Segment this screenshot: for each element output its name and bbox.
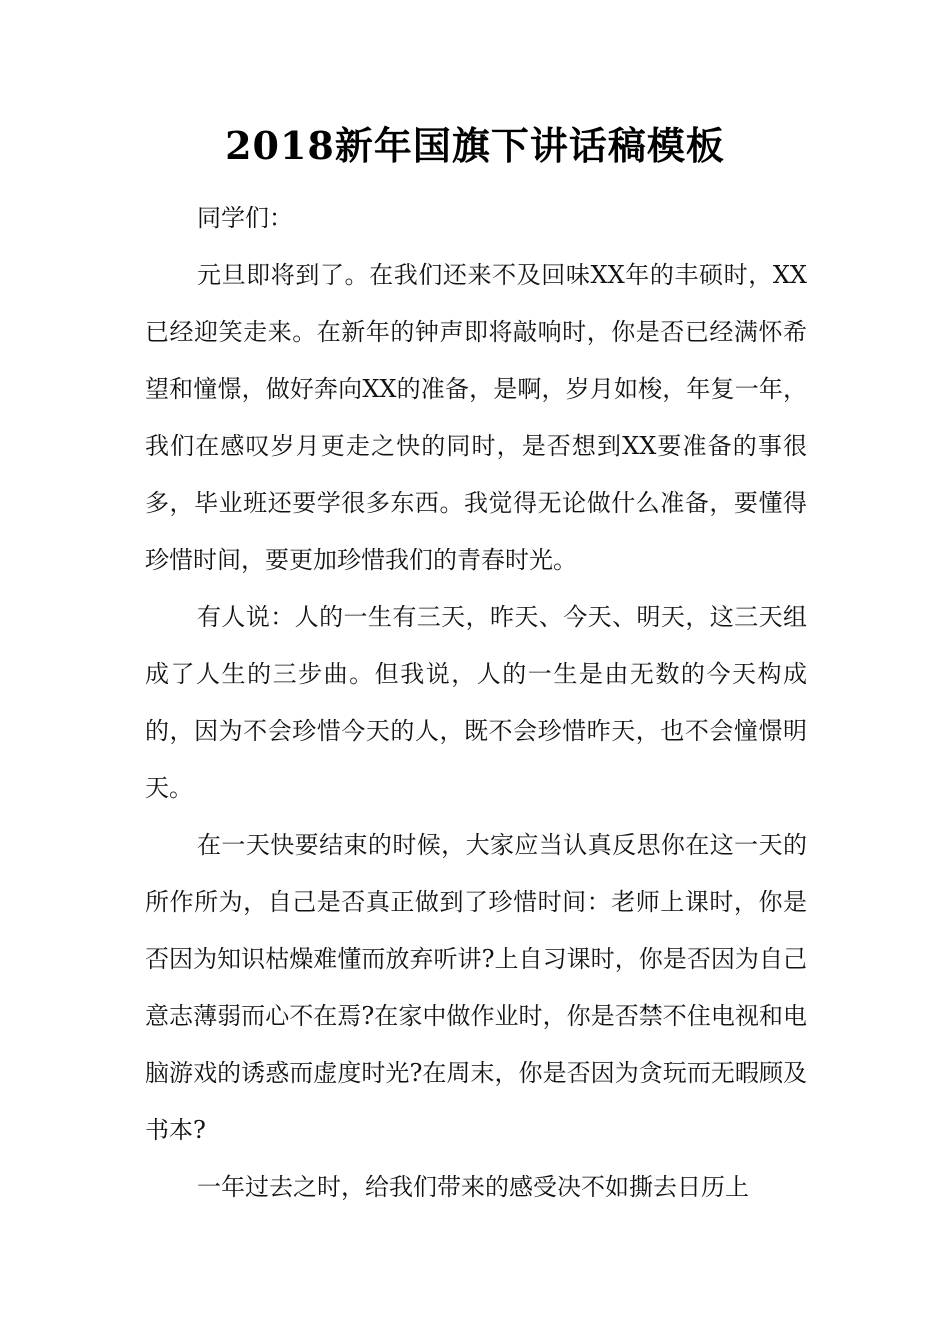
document-title: 2018新年国旗下讲话稿模板 — [225, 123, 725, 168]
document-body — [145, 190, 807, 1216]
greeting: 同学们： — [197, 204, 293, 232]
paragraph: 元旦即将到了。在我们还来不及回味XX年的丰硕时，XX已经迎笑走来。在新年的钟声即将敲响时，你是否已经满怀希望和憧憬，做好奔向XX的准备，是啊，岁月如梭，年复一年，我们在感叹岁月更走之快的同时，是否想到XX要准备的事很多，毕业班还要学很多东西。我觉得无论做什么准备，要懂得珍惜时间，要更加珍惜我们的青春时光。 — [145, 261, 807, 574]
paragraph: 有人说：人的一生有三天，昨天、今天、明天，这三天组成了人生的三步曲。但我说，人的一生是由无数的今天构成的，因为不会珍惜今天的人，既不会珍惜昨天，也不会憧憬明天。 — [145, 603, 807, 802]
paragraph: 在一天快要结束的时候，大家应当认真反思你在这一天的所作所为，自己是否真正做到了珍惜时间：老师上课时，你是否因为知识枯燥难懂而放弃听讲?上自习课时，你是否因为自己意志薄弱而心不在焉?在家中做作业时，你是否禁不住电视和电脑游戏的诱惑而虚度时光?在周末，你是否因为贪玩而无暇顾及书本? — [145, 831, 807, 1144]
paragraph: 一年过去之时，给我们带来的感受决不如撕去日历上 — [197, 1173, 749, 1201]
